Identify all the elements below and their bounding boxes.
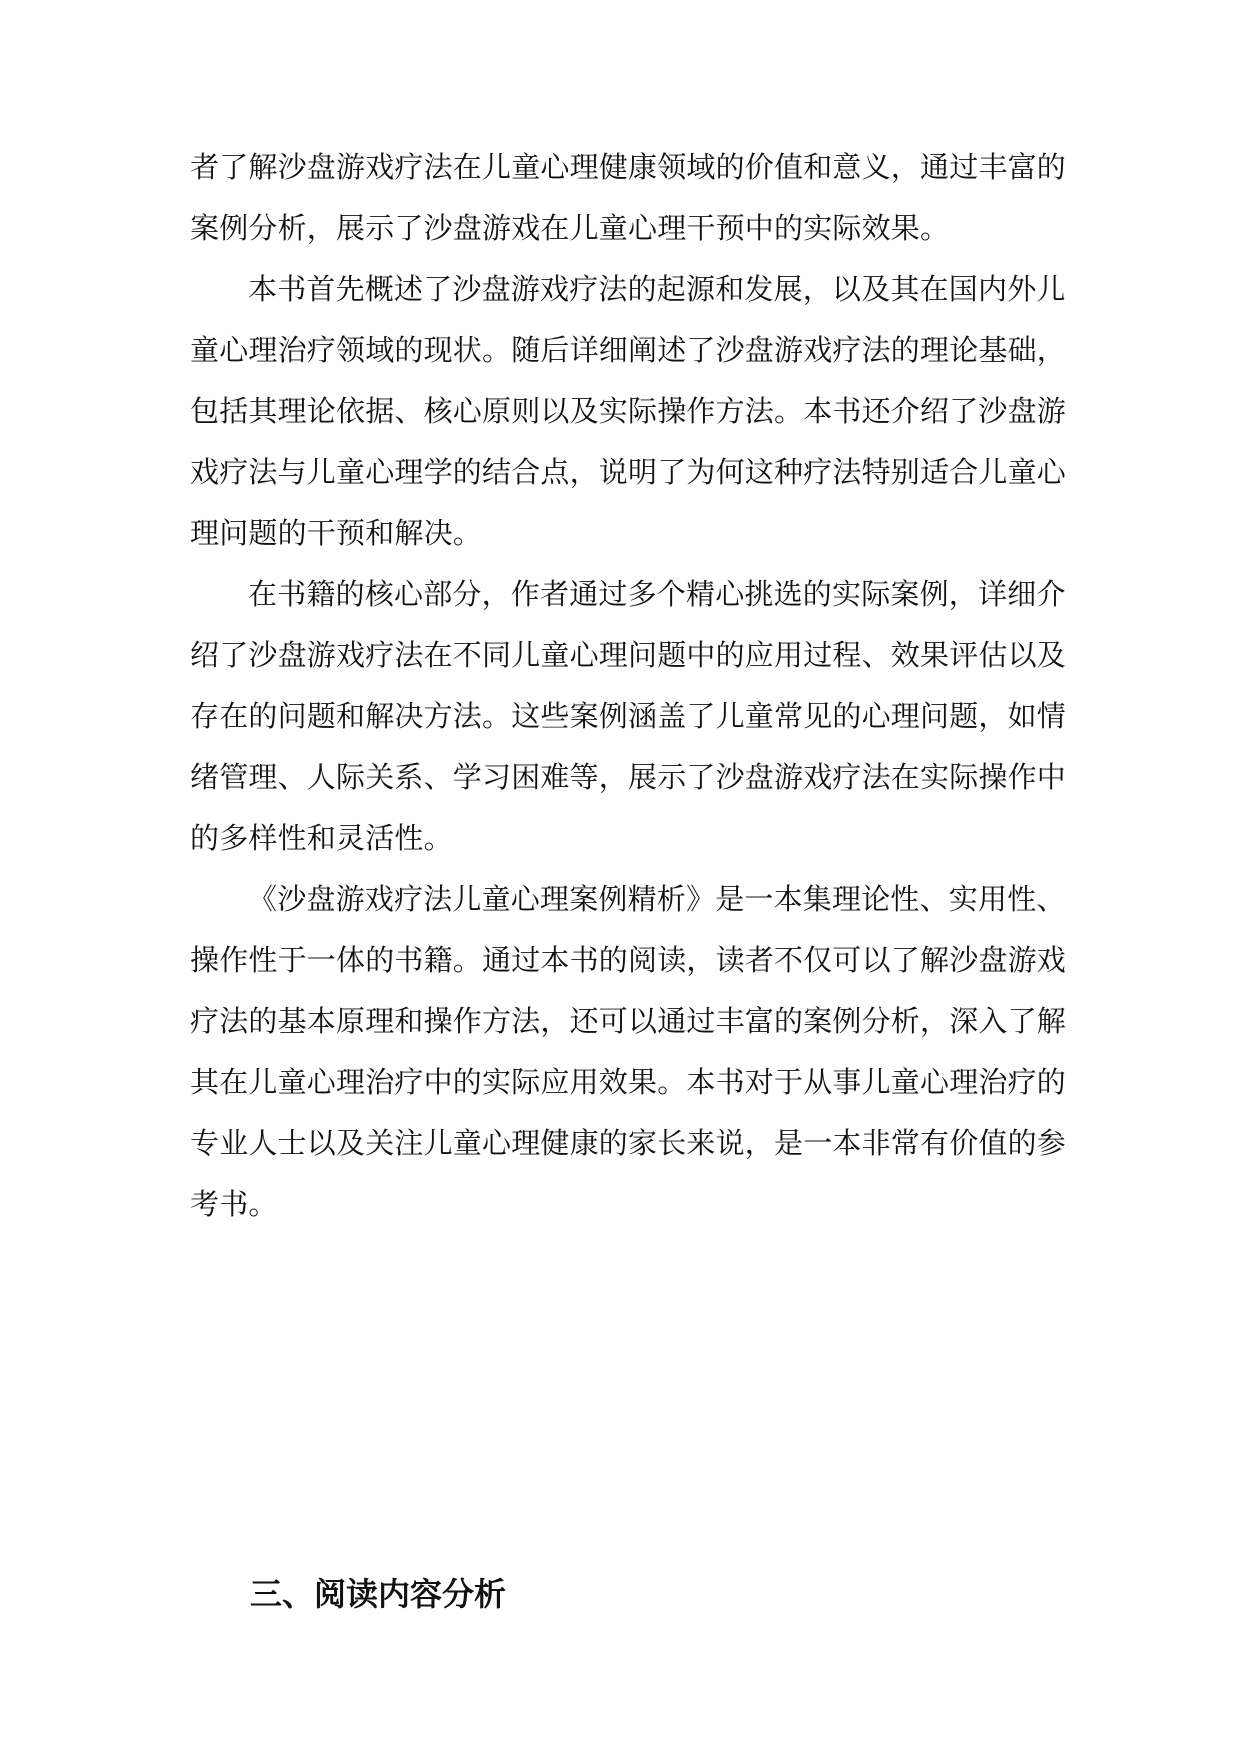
paragraph-start-line: 在书籍的核心部分，作者通过多个精心挑选的实际案例，详细介	[248, 577, 1066, 611]
text-line: 戏疗法与儿童心理学的结合点，说明了为何这种疗法特别适合儿童心	[190, 455, 1067, 489]
text-line: 绍了沙盘游戏疗法在不同儿童心理问题中的应用过程、效果评估以及	[190, 638, 1067, 672]
text-line: 专业人士以及关注儿童心理健康的家长来说，是一本非常有价值的参	[190, 1126, 1067, 1160]
text-line: 疗法的基本原理和操作方法，还可以通过丰富的案例分析，深入了解	[190, 1004, 1067, 1038]
paragraph-start-line: 本书首先概述了沙盘游戏疗法的起源和发展，以及其在国内外儿	[248, 272, 1066, 306]
text-line: 案例分析，展示了沙盘游戏在儿童心理干预中的实际效果。	[190, 211, 950, 245]
text-line: 者了解沙盘游戏疗法在儿童心理健康领域的价值和意义，通过丰富的	[190, 150, 1067, 184]
section-heading: 三、阅读内容分析	[250, 1575, 507, 1613]
body-text	[190, 137, 1067, 1235]
text-line: 其在儿童心理治疗中的实际应用效果。本书对于从事儿童心理治疗的	[190, 1065, 1067, 1099]
text-line: 绪管理、人际关系、学习困难等，展示了沙盘游戏疗法在实际操作中	[190, 760, 1067, 794]
text-line: 理问题的干预和解决。	[190, 516, 483, 550]
text-line: 存在的问题和解决方法。这些案例涵盖了儿童常见的心理问题，如情	[190, 699, 1067, 733]
text-line: 的多样性和灵活性。	[190, 821, 453, 855]
text-line: 童心理治疗领域的现状。随后详细阐述了沙盘游戏疗法的理论基础，	[190, 333, 1067, 367]
text-line: 包括其理论依据、核心原则以及实际操作方法。本书还介绍了沙盘游	[190, 394, 1067, 428]
text-line: 操作性于一体的书籍。通过本书的阅读，读者不仅可以了解沙盘游戏	[190, 943, 1067, 977]
text-line: 考书。	[190, 1187, 278, 1221]
paragraph-start-line: 《沙盘游戏疗法儿童心理案例精析》是一本集理论性、实用性、	[248, 882, 1066, 916]
